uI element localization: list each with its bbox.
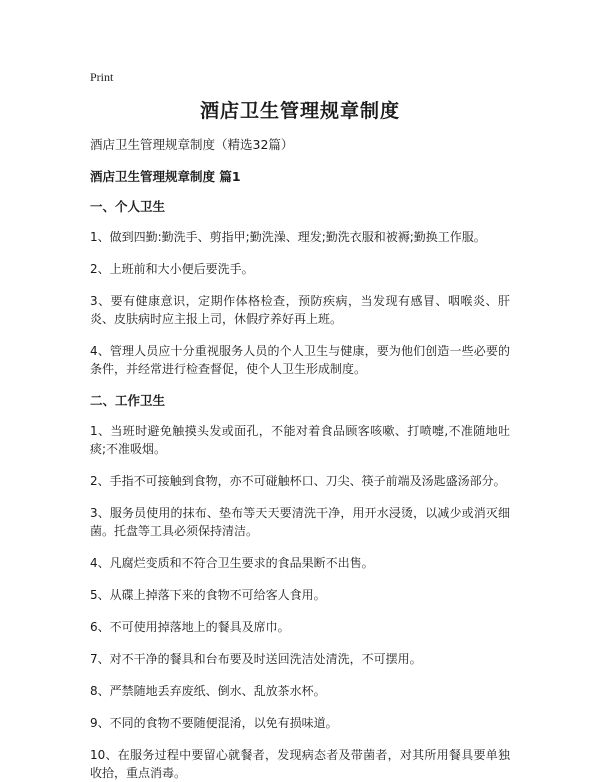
part2-item-4: 4、凡腐烂变质和不符合卫生要求的食品果断不出售。 bbox=[90, 556, 374, 570]
part2-item-3: 3、服务员使用的抹布、垫布等天天要清洗干净，用开水浸烫，以减少或消灭细菌。托盘等工具必须保持清洁。 bbox=[90, 506, 510, 538]
part1-item-2: 2、上班前和大小便后要洗手。 bbox=[90, 262, 254, 276]
print-label: Print bbox=[90, 70, 114, 84]
document-title: 酒店卫生管理规章制度 bbox=[199, 100, 400, 122]
part2-item-2: 2、手指不可接触到食物，亦不可碰触杯口、刀尖、筷子前端及汤匙盛汤部分。 bbox=[90, 474, 506, 488]
part1-item-3: 3、要有健康意识，定期作体格检查，预防疾病，当发现有感冒、咽喉炎、肝炎、皮肤病时应主报上司，休假疗养好再上班。 bbox=[90, 294, 510, 326]
part2-item-10: 10、在服务过程中要留心就餐者，发现病态者及带菌者，对其所用餐具要单独收拾，重点消毒。 bbox=[90, 748, 510, 780]
part2-item-7: 7、对不干净的餐具和台布要及时送回洗洁处清洗，不可摆用。 bbox=[90, 652, 422, 666]
part2-heading: 二、工作卫生 bbox=[90, 393, 166, 408]
part2-item-9: 9、不同的食物不要随便混淆，以免有损味道。 bbox=[90, 716, 338, 730]
part2-item-1: 1、当班时避免触摸头发或面孔，不能对着食品顾客咳嗽、打喷嚏,不准随地吐痰;不准吸烟。 bbox=[90, 424, 510, 456]
section-title: 酒店卫生管理规章制度 篇1 bbox=[90, 169, 241, 184]
part2-item-6: 6、不可使用掉落地上的餐具及席巾。 bbox=[90, 620, 290, 634]
part1-heading: 一、个人卫生 bbox=[90, 199, 166, 214]
document-subtitle: 酒店卫生管理规章制度（精选32篇） bbox=[90, 137, 294, 152]
part2-item-5: 5、从碟上掉落下来的食物不可给客人食用。 bbox=[90, 588, 326, 602]
part1-item-1: 1、做到四勤:勤洗手、剪指甲;勤洗澡、理发;勤洗衣服和被褥;勤换工作服。 bbox=[90, 230, 486, 244]
part1-item-4: 4、管理人员应十分重视服务人员的个人卫生与健康，要为他们创造一些必要的条件，并经常进行检查督促，使个人卫生形成制度。 bbox=[90, 344, 510, 376]
part2-item-8: 8、严禁随地丢弃废纸、倒水、乱放茶水杯。 bbox=[90, 684, 326, 698]
